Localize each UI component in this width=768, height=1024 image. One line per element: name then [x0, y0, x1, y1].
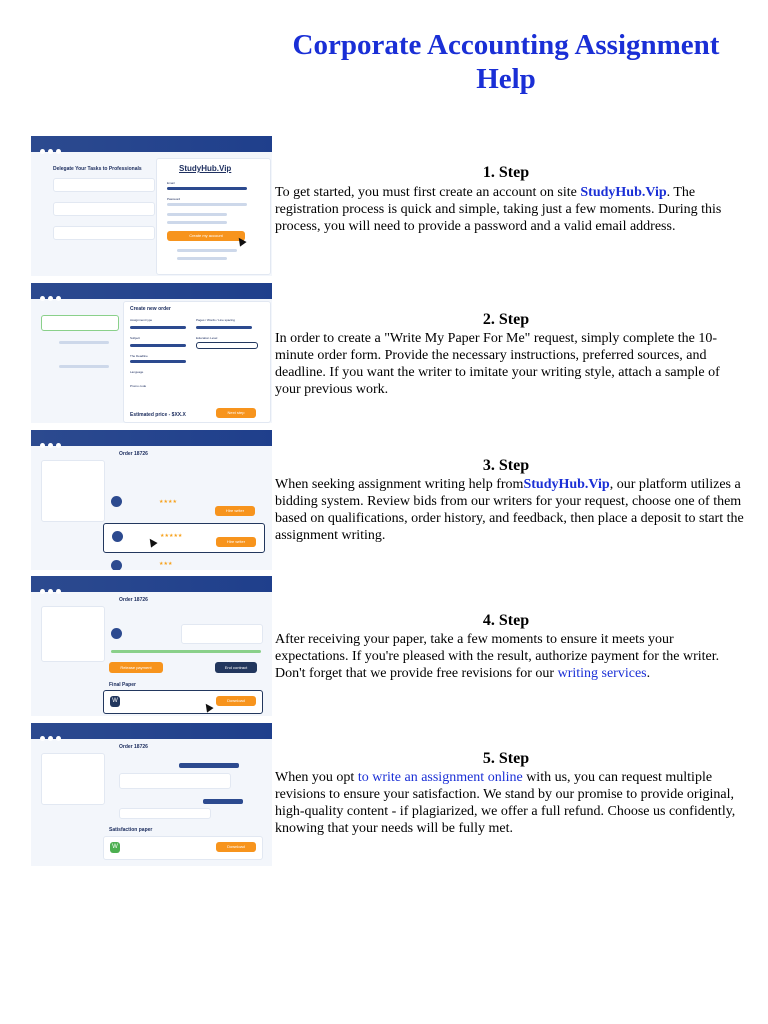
deadline-field: [130, 360, 186, 363]
password-field: [167, 203, 247, 206]
info-panel: [181, 624, 263, 644]
create-account-button: Create my account: [167, 231, 245, 241]
sidebar-panel: [41, 753, 105, 805]
form-heading: Create new order: [130, 306, 171, 312]
release-payment-button: Release payment: [109, 662, 163, 673]
education-label: Education Level: [196, 336, 218, 340]
deadline-label: The Deadline: [130, 354, 148, 358]
subject-label: Subject: [130, 336, 141, 340]
placeholder-line: [177, 249, 237, 252]
progress-bar: [111, 650, 261, 653]
step3-screenshot: [31, 430, 272, 570]
promo-code-label: Promo code: [130, 384, 147, 388]
sidebar-panel: [41, 460, 105, 522]
placeholder-line: [59, 365, 109, 368]
window-titlebar: [31, 136, 272, 152]
step4-screenshot: [31, 576, 272, 716]
hire-writer-button: Hire writer: [215, 506, 255, 516]
window-dots-icon: [40, 288, 64, 306]
step-body: After receiving your paper, take a few moments to ensure it meets your expectations. If you're pleased with the result, authorize payment for the writer. Don't forget that we provide free revisions for our writing services.: [275, 632, 720, 681]
step-body: In order to create a "Write My Paper For Me" request, simply complete the 10-minute order form. Provide the necessary instructions, preferred sources, and deadline. If you want the writer to imitate your writing style, attach a sample of your previous work.: [275, 331, 720, 397]
placeholder-row: [53, 226, 155, 240]
chat-message-in: [119, 773, 231, 789]
password-label: Password: [167, 197, 181, 201]
order-form-panel: [123, 301, 271, 423]
step1-screenshot: [31, 136, 272, 276]
satisfaction-paper-label: Satisfaction paper: [109, 827, 153, 833]
chat-message-out: [179, 763, 239, 768]
step-body: When you opt to write an assignment online with us, you can request multiple revisions to ensure your satisfaction. We stand by our promise to provide original, high-quality content - if plagiarized, we offer a full refund. Choose us confidently, knowing that your needs will be fully met.: [275, 770, 736, 836]
next-step-button: Next step: [216, 408, 256, 418]
window-dots-icon: [40, 435, 64, 453]
file-icon: W: [110, 842, 120, 853]
writer-avatar-icon: [111, 628, 122, 639]
rating-stars-icon: ★★★: [159, 561, 173, 567]
download-button: Download: [216, 696, 256, 706]
subject-field: [130, 344, 186, 347]
window-titlebar: [31, 723, 272, 739]
education-field: [196, 342, 258, 349]
step-item: [41, 315, 119, 331]
studyhub-link[interactable]: StudyHub.Vip: [580, 185, 667, 200]
cursor-icon: [202, 701, 213, 712]
brand-logo: StudyHub.Vip: [179, 164, 232, 173]
order-number: Order 18726: [119, 451, 148, 457]
pages-label: Pages / Words / Line spacing: [196, 318, 235, 322]
placeholder-row: [53, 178, 155, 192]
placeholder-line: [167, 213, 227, 216]
step-heading: 4. Step: [482, 612, 530, 629]
step5-screenshot: [31, 723, 272, 866]
step-heading: 1. Step: [482, 164, 530, 181]
writer-avatar-icon: [111, 560, 122, 570]
step-heading: 2. Step: [482, 311, 530, 328]
order-number: Order 18726: [119, 744, 148, 750]
window-dots-icon: [40, 141, 64, 159]
download-button: Download: [216, 842, 256, 852]
satisfaction-paper-file: [103, 836, 263, 860]
language-label: Language: [130, 370, 144, 374]
step2-screenshot: [31, 283, 272, 423]
placeholder-line: [167, 221, 227, 224]
end-contract-button: End contract: [215, 662, 257, 673]
word-file-icon: W: [110, 696, 120, 707]
writer-avatar-icon: [111, 496, 122, 507]
window-titlebar: [31, 283, 272, 299]
placeholder-row: [53, 202, 155, 216]
step-heading: 5. Step: [482, 750, 530, 767]
chat-message-out: [203, 799, 243, 804]
studyhub-link[interactable]: StudyHub.Vip: [523, 477, 610, 492]
writer-bid-selected: [103, 523, 265, 553]
signup-form-panel: [156, 158, 271, 275]
cursor-icon: [146, 536, 157, 547]
hire-writer-button: Hire writer: [216, 537, 256, 547]
email-label: Email: [167, 181, 175, 185]
write-assignment-online-link[interactable]: to write an assignment online: [357, 770, 523, 785]
email-field: [167, 187, 247, 190]
chat-message-in: [119, 808, 211, 819]
final-paper-file: [103, 690, 263, 714]
window-titlebar: [31, 576, 272, 592]
window-titlebar: [31, 430, 272, 446]
rating-stars-icon: ★★★★★: [160, 533, 183, 539]
writing-services-link[interactable]: writing services: [557, 666, 647, 681]
final-paper-label: Final Paper: [109, 682, 136, 688]
writer-avatar-icon: [112, 531, 123, 542]
estimated-price: Estimated price - $XX.X: [130, 412, 186, 418]
screen-left-heading: Delegate Your Tasks to Professionals: [53, 166, 142, 172]
sidebar-panel: [41, 606, 105, 662]
step-heading: 3. Step: [482, 457, 530, 474]
assignment-type-field: [130, 326, 186, 329]
window-dots-icon: [40, 728, 64, 746]
rating-stars-icon: ★★★★: [159, 499, 177, 505]
window-dots-icon: [40, 581, 64, 599]
step-body: When seeking assignment writing help fromStudyHub.Vip, our platform utilizes a bidding system. Review bids from our writers for your request, choose one of them based on qualifications, order history, and feedback, then place a deposit to start the assignment writing.: [275, 477, 744, 543]
placeholder-line: [177, 257, 227, 260]
step-body: To get started, you must first create an account on site StudyHub.Vip. The registration process is quick and simple, taking just a few moments. During this process, you will need to provide a password and a valid email address.: [275, 185, 722, 234]
pages-field: [196, 326, 252, 329]
placeholder-line: [59, 341, 109, 344]
page-title: Corporate Accounting Assignment Help: [292, 29, 720, 95]
assignment-type-label: Assignment type: [130, 318, 153, 322]
order-number: Order 18726: [119, 597, 148, 603]
